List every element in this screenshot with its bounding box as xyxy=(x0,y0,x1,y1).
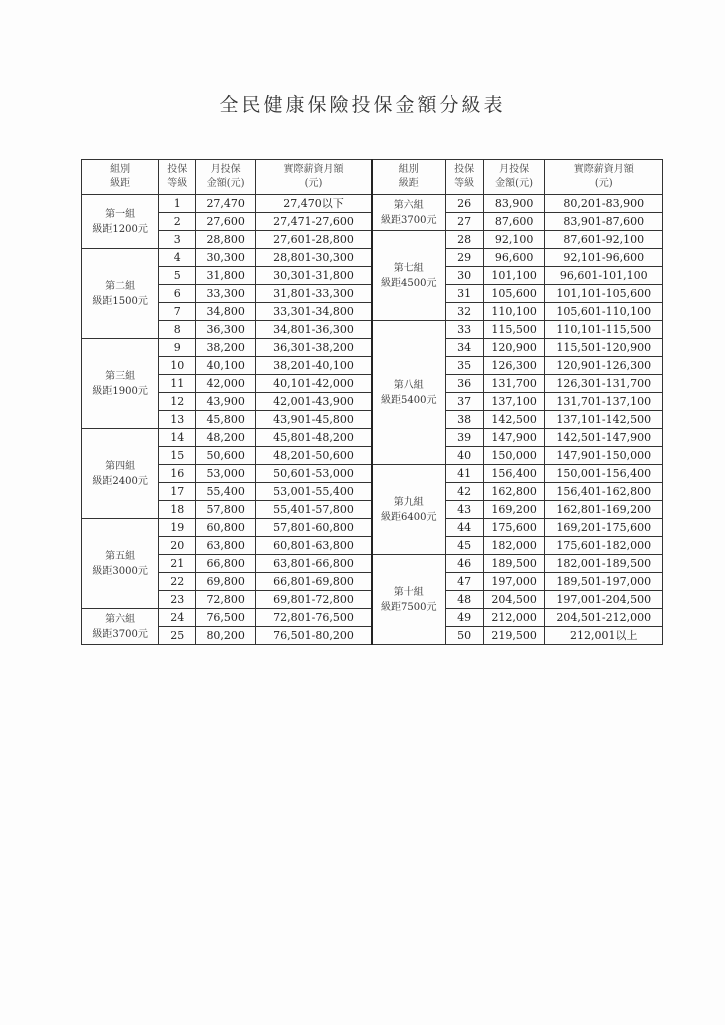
amount-cell: 131,700 xyxy=(483,375,545,393)
group-name: 第二組 xyxy=(105,280,136,292)
group-cell-right-g9 xyxy=(372,465,445,555)
group-cell-left-g1 xyxy=(82,195,159,249)
amount-cell: 101,100 xyxy=(483,267,545,285)
header-range-right: 實際薪資月額 (元) xyxy=(545,160,663,195)
amount-cell: 69,800 xyxy=(196,573,256,591)
amount-cell: 110,100 xyxy=(483,303,545,321)
group-cell-left-g3 xyxy=(82,339,159,429)
grade-cell: 38 xyxy=(445,411,483,429)
salary-range-cell: 101,101-105,600 xyxy=(545,285,663,303)
salary-range-cell: 212,001以上 xyxy=(545,627,663,645)
salary-range-cell: 28,801-30,300 xyxy=(256,249,372,267)
salary-range-cell: 110,101-115,500 xyxy=(545,321,663,339)
group-name: 第四組 xyxy=(105,460,136,472)
salary-range-cell: 137,101-142,500 xyxy=(545,411,663,429)
amount-cell: 53,000 xyxy=(196,465,256,483)
amount-cell: 42,000 xyxy=(196,375,256,393)
salary-range-cell: 105,601-110,100 xyxy=(545,303,663,321)
group-cell-left-g2 xyxy=(82,249,159,339)
salary-range-cell: 36,301-38,200 xyxy=(256,339,372,357)
amount-cell: 197,000 xyxy=(483,573,545,591)
salary-range-cell: 48,201-50,600 xyxy=(256,447,372,465)
grade-cell: 2 xyxy=(159,213,196,231)
salary-range-cell: 60,801-63,800 xyxy=(256,537,372,555)
header-amount-left: 月投保 金額(元) xyxy=(196,160,256,195)
group-name: 第七組 xyxy=(393,262,424,274)
grade-cell: 48 xyxy=(445,591,483,609)
grade-cell: 35 xyxy=(445,357,483,375)
amount-cell: 55,400 xyxy=(196,483,256,501)
amount-cell: 120,900 xyxy=(483,339,545,357)
amount-cell: 83,900 xyxy=(483,195,545,213)
header-group-right: 組別 級距 xyxy=(372,160,445,195)
amount-cell: 36,300 xyxy=(196,321,256,339)
salary-range-cell: 34,801-36,300 xyxy=(256,321,372,339)
header-range-left: 實際薪資月額 (元) xyxy=(256,160,372,195)
grade-cell: 34 xyxy=(445,339,483,357)
grade-cell: 14 xyxy=(159,429,196,447)
group-step: 級距3700元 xyxy=(92,628,148,640)
amount-cell: 156,400 xyxy=(483,465,545,483)
amount-cell: 48,200 xyxy=(196,429,256,447)
grade-cell: 37 xyxy=(445,393,483,411)
grade-cell: 22 xyxy=(159,573,196,591)
grade-cell: 43 xyxy=(445,501,483,519)
group-step: 級距3000元 xyxy=(92,565,148,577)
amount-cell: 50,600 xyxy=(196,447,256,465)
grade-cell: 13 xyxy=(159,411,196,429)
salary-range-cell: 66,801-69,800 xyxy=(256,573,372,591)
group-cell-right-g7 xyxy=(372,231,445,321)
grade-cell: 26 xyxy=(445,195,483,213)
amount-cell: 27,600 xyxy=(196,213,256,231)
table-row xyxy=(82,231,663,249)
grade-cell: 47 xyxy=(445,573,483,591)
table-row xyxy=(82,465,663,483)
grade-cell: 10 xyxy=(159,357,196,375)
group-cell-left-g5 xyxy=(82,519,159,609)
amount-cell: 66,800 xyxy=(196,555,256,573)
table-row xyxy=(82,321,663,339)
group-cell-left-g4 xyxy=(82,429,159,519)
amount-cell: 31,800 xyxy=(196,267,256,285)
amount-cell: 182,000 xyxy=(483,537,545,555)
grade-cell: 27 xyxy=(445,213,483,231)
amount-cell: 212,000 xyxy=(483,609,545,627)
salary-range-cell: 42,001-43,900 xyxy=(256,393,372,411)
group-step: 級距4500元 xyxy=(381,277,437,289)
grade-cell: 49 xyxy=(445,609,483,627)
header-amount-right: 月投保 金額(元) xyxy=(483,160,545,195)
grade-cell: 45 xyxy=(445,537,483,555)
amount-cell: 219,500 xyxy=(483,627,545,645)
salary-range-cell: 50,601-53,000 xyxy=(256,465,372,483)
amount-cell: 43,900 xyxy=(196,393,256,411)
amount-cell: 45,800 xyxy=(196,411,256,429)
amount-cell: 28,800 xyxy=(196,231,256,249)
grade-cell: 8 xyxy=(159,321,196,339)
amount-cell: 40,100 xyxy=(196,357,256,375)
grade-cell: 18 xyxy=(159,501,196,519)
group-name: 第十組 xyxy=(393,586,424,598)
group-name: 第五組 xyxy=(105,550,136,562)
salary-range-cell: 57,801-60,800 xyxy=(256,519,372,537)
grade-cell: 4 xyxy=(159,249,196,267)
amount-cell: 27,470 xyxy=(196,195,256,213)
amount-cell: 60,800 xyxy=(196,519,256,537)
group-step: 級距3700元 xyxy=(381,214,437,226)
salary-range-cell: 45,801-48,200 xyxy=(256,429,372,447)
amount-cell: 76,500 xyxy=(196,609,256,627)
salary-range-cell: 197,001-204,500 xyxy=(545,591,663,609)
header-grade-left: 投保 等級 xyxy=(159,160,196,195)
amount-cell: 169,200 xyxy=(483,501,545,519)
salary-range-cell: 80,201-83,900 xyxy=(545,195,663,213)
amount-cell: 204,500 xyxy=(483,591,545,609)
amount-cell: 63,800 xyxy=(196,537,256,555)
salary-range-cell: 69,801-72,800 xyxy=(256,591,372,609)
grade-cell: 50 xyxy=(445,627,483,645)
grade-cell: 29 xyxy=(445,249,483,267)
amount-cell: 34,800 xyxy=(196,303,256,321)
insurance-grade-table xyxy=(81,159,663,645)
salary-range-cell: 43,901-45,800 xyxy=(256,411,372,429)
grade-cell: 28 xyxy=(445,231,483,249)
grade-cell: 32 xyxy=(445,303,483,321)
grade-cell: 20 xyxy=(159,537,196,555)
group-step: 級距5400元 xyxy=(381,394,437,406)
grade-cell: 17 xyxy=(159,483,196,501)
salary-range-cell: 126,301-131,700 xyxy=(545,375,663,393)
amount-cell: 126,300 xyxy=(483,357,545,375)
grade-cell: 24 xyxy=(159,609,196,627)
salary-range-cell: 27,470以下 xyxy=(256,195,372,213)
group-name: 第三組 xyxy=(105,370,136,382)
group-name: 第一組 xyxy=(105,208,136,220)
amount-cell: 33,300 xyxy=(196,285,256,303)
salary-range-cell: 156,401-162,800 xyxy=(545,483,663,501)
amount-cell: 30,300 xyxy=(196,249,256,267)
table-row xyxy=(82,195,663,213)
salary-range-cell: 55,401-57,800 xyxy=(256,501,372,519)
group-cell-right-g6 xyxy=(372,195,445,231)
salary-range-cell: 31,801-33,300 xyxy=(256,285,372,303)
salary-range-cell: 182,001-189,500 xyxy=(545,555,663,573)
amount-cell: 189,500 xyxy=(483,555,545,573)
grade-cell: 15 xyxy=(159,447,196,465)
amount-cell: 80,200 xyxy=(196,627,256,645)
salary-range-cell: 27,601-28,800 xyxy=(256,231,372,249)
salary-range-cell: 72,801-76,500 xyxy=(256,609,372,627)
grade-cell: 42 xyxy=(445,483,483,501)
salary-range-cell: 115,501-120,900 xyxy=(545,339,663,357)
group-step: 級距6400元 xyxy=(381,511,437,523)
amount-cell: 105,600 xyxy=(483,285,545,303)
salary-range-cell: 38,201-40,100 xyxy=(256,357,372,375)
grade-cell: 39 xyxy=(445,429,483,447)
amount-cell: 162,800 xyxy=(483,483,545,501)
grade-cell: 44 xyxy=(445,519,483,537)
group-name: 第六組 xyxy=(105,613,136,625)
grade-cell: 1 xyxy=(159,195,196,213)
amount-cell: 96,600 xyxy=(483,249,545,267)
grade-cell: 3 xyxy=(159,231,196,249)
salary-range-cell: 27,471-27,600 xyxy=(256,213,372,231)
grade-cell: 11 xyxy=(159,375,196,393)
amount-cell: 38,200 xyxy=(196,339,256,357)
amount-cell: 92,100 xyxy=(483,231,545,249)
group-step: 級距1200元 xyxy=(92,223,148,235)
salary-range-cell: 40,101-42,000 xyxy=(256,375,372,393)
table-header-row xyxy=(82,160,663,195)
table-row xyxy=(82,555,663,573)
salary-range-cell: 83,901-87,600 xyxy=(545,213,663,231)
grade-cell: 21 xyxy=(159,555,196,573)
grade-cell: 41 xyxy=(445,465,483,483)
amount-cell: 147,900 xyxy=(483,429,545,447)
salary-range-cell: 33,301-34,800 xyxy=(256,303,372,321)
amount-cell: 175,600 xyxy=(483,519,545,537)
grade-cell: 23 xyxy=(159,591,196,609)
amount-cell: 57,800 xyxy=(196,501,256,519)
group-name: 第六組 xyxy=(393,199,424,211)
group-step: 級距7500元 xyxy=(381,601,437,613)
amount-cell: 72,800 xyxy=(196,591,256,609)
grade-cell: 19 xyxy=(159,519,196,537)
salary-range-cell: 142,501-147,900 xyxy=(545,429,663,447)
grade-cell: 46 xyxy=(445,555,483,573)
salary-range-cell: 131,701-137,100 xyxy=(545,393,663,411)
salary-range-cell: 162,801-169,200 xyxy=(545,501,663,519)
salary-range-cell: 120,901-126,300 xyxy=(545,357,663,375)
amount-cell: 150,000 xyxy=(483,447,545,465)
salary-range-cell: 96,601-101,100 xyxy=(545,267,663,285)
group-cell-right-g8 xyxy=(372,321,445,465)
salary-range-cell: 53,001-55,400 xyxy=(256,483,372,501)
group-step: 級距2400元 xyxy=(92,475,148,487)
salary-range-cell: 63,801-66,800 xyxy=(256,555,372,573)
group-step: 級距1900元 xyxy=(92,385,148,397)
grade-cell: 40 xyxy=(445,447,483,465)
grade-cell: 16 xyxy=(159,465,196,483)
grade-cell: 31 xyxy=(445,285,483,303)
grade-cell: 33 xyxy=(445,321,483,339)
amount-cell: 115,500 xyxy=(483,321,545,339)
grade-cell: 12 xyxy=(159,393,196,411)
amount-cell: 87,600 xyxy=(483,213,545,231)
grade-cell: 25 xyxy=(159,627,196,645)
group-cell-right-g10 xyxy=(372,555,445,645)
salary-range-cell: 147,901-150,000 xyxy=(545,447,663,465)
page-title: 全民健康保險投保金額分級表 xyxy=(219,94,506,116)
salary-range-cell: 169,201-175,600 xyxy=(545,519,663,537)
salary-range-cell: 150,001-156,400 xyxy=(545,465,663,483)
header-grade-right: 投保 等級 xyxy=(445,160,483,195)
grade-cell: 6 xyxy=(159,285,196,303)
group-name: 第八組 xyxy=(393,379,424,391)
salary-range-cell: 76,501-80,200 xyxy=(256,627,372,645)
amount-cell: 137,100 xyxy=(483,393,545,411)
salary-range-cell: 204,501-212,000 xyxy=(545,609,663,627)
salary-range-cell: 92,101-96,600 xyxy=(545,249,663,267)
header-group-left: 組別 級距 xyxy=(82,160,159,195)
amount-cell: 142,500 xyxy=(483,411,545,429)
group-name: 第九組 xyxy=(393,496,424,508)
salary-range-cell: 175,601-182,000 xyxy=(545,537,663,555)
salary-range-cell: 30,301-31,800 xyxy=(256,267,372,285)
grade-cell: 5 xyxy=(159,267,196,285)
group-cell-left-g6 xyxy=(82,609,159,645)
grade-cell: 9 xyxy=(159,339,196,357)
grade-cell: 36 xyxy=(445,375,483,393)
group-step: 級距1500元 xyxy=(92,295,148,307)
grade-cell: 7 xyxy=(159,303,196,321)
salary-range-cell: 189,501-197,000 xyxy=(545,573,663,591)
grade-cell: 30 xyxy=(445,267,483,285)
salary-range-cell: 87,601-92,100 xyxy=(545,231,663,249)
